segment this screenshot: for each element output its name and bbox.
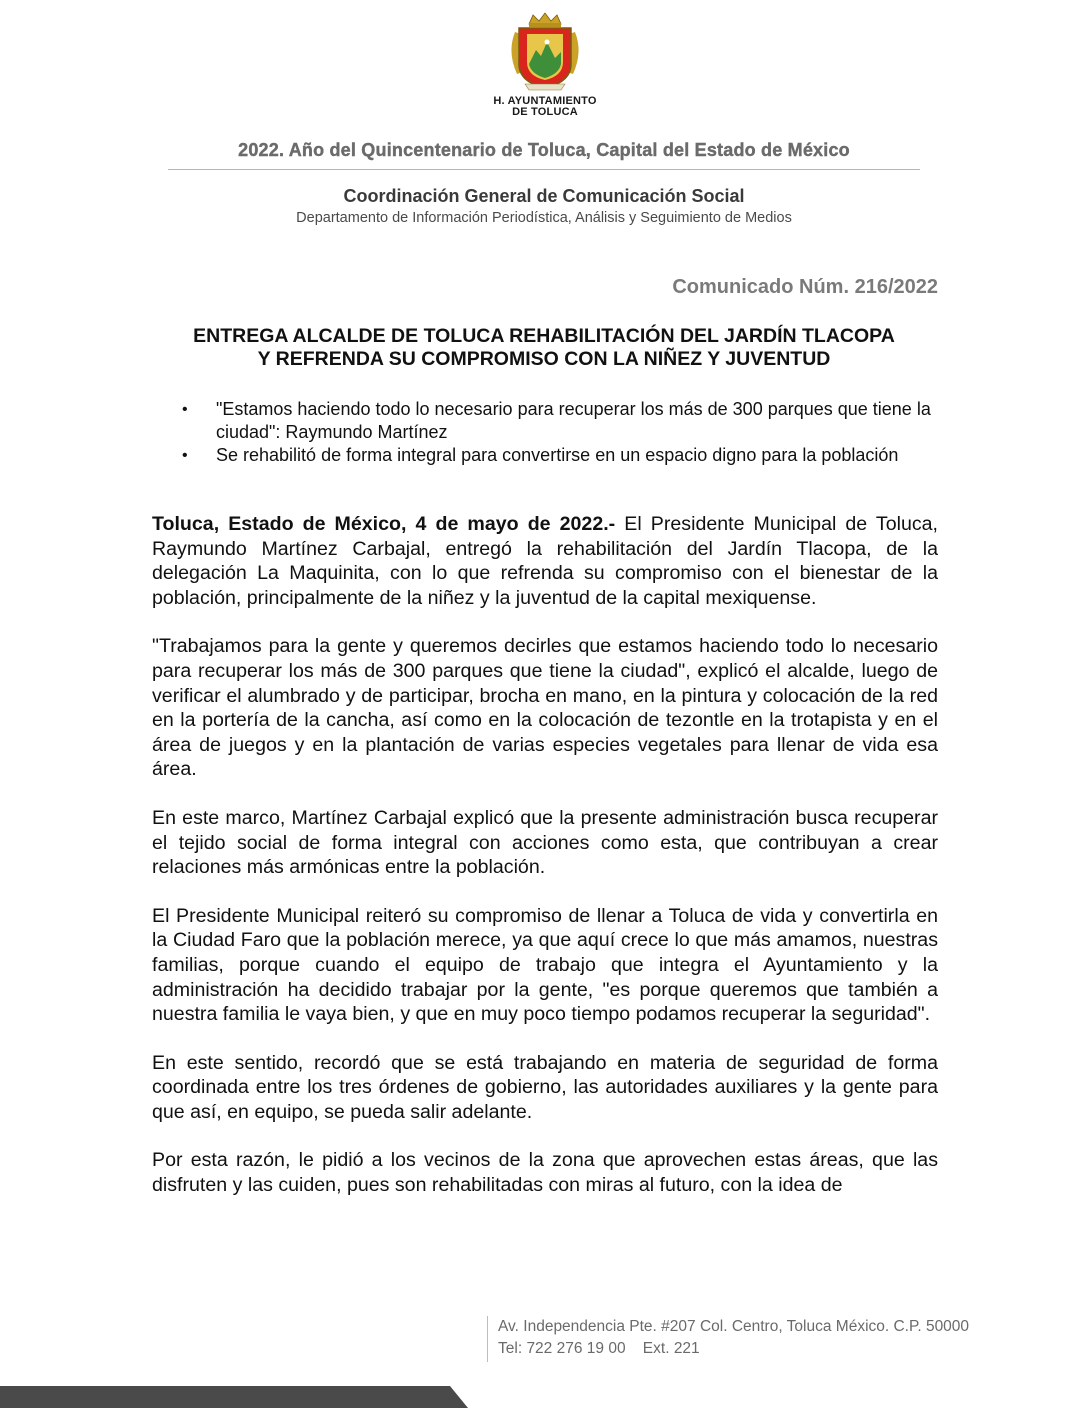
footer-band — [0, 1386, 468, 1408]
paragraph-text: El Presidente Municipal de Toluca, Raymundo Martínez Carbajal, entregó la rehabilitación del Jardín Tlacopa, de la delegación La Maquinita, con lo que refrenda su compromiso con el bienestar de la población, principalmente de la niñez y la juventud de la capital mexiquense. — [152, 513, 938, 609]
body-paragraph: En este sentido, recordó que se está trabajando en materia de seguridad de forma coordinada entre los tres órdenes de gobierno, las autoridades auxiliares y la gente para que así, en equipo, se pueda salir adelante. — [152, 1051, 938, 1123]
phone-number: 722 276 19 00 — [526, 1340, 626, 1357]
body-paragraph: "Trabajamos para la gente y queremos decirles que estamos haciendo todo lo necesario para recuperar los más de 300 parques que tiene la ciudad", explicó el alcalde, luego de verificar el alumbrado y de participar, brocha en mano, en la pintura y colocación de la red en la portería de la cancha, así como en la colocación de tezontle en la trotapista y en el área de juegos y en la plantación de varias especies vegetales para llenar de vida esa área. — [152, 635, 938, 781]
bullet-icon: • — [182, 401, 188, 418]
highlight-item — [152, 444, 938, 467]
seal-caption-line2: DE TOLUCA — [512, 106, 578, 118]
coordination-subtitle: Departamento de Información Periodística, Análisis y Seguimiento de Medios — [296, 210, 792, 226]
body-paragraph: El Presidente Municipal reiteró su compromiso de llenar a Toluca de vida y convertirla en la Ciudad Faro que la población merece, ya que aquí crece lo que más amamos, nuestras familias, porque cuando el equipo de trabajo que integra el Ayuntamiento y la administración ha decidido trabajar por la gente, "es porque queremos que también a nuestra familia le vaya bien, y que en muy poco tiempo podamos recuperar la seguridad". — [152, 904, 938, 1026]
release-number: Comunicado Núm. 216/2022 — [672, 276, 938, 298]
ext-label: Ext. — [642, 1340, 670, 1357]
seal-caption-line1: H. AYUNTAMIENTO — [493, 95, 597, 107]
footer-phone — [498, 1340, 700, 1358]
seal-caption — [470, 96, 620, 118]
coordination-title: Coordinación General de Comunicación Social — [343, 186, 745, 206]
dateline: Toluca, Estado de México, 4 de mayo de 2022.- — [152, 513, 616, 535]
header-divider — [168, 169, 920, 170]
highlight-item — [152, 398, 938, 444]
body-paragraph — [152, 512, 938, 610]
ext-number: 221 — [673, 1340, 700, 1357]
highlights-list — [152, 398, 938, 467]
year-motto: 2022. Año del Quincentenario de Toluca, Capital del Estado de México — [238, 140, 850, 160]
bullet-icon: • — [182, 447, 188, 464]
highlight-text: "Estamos haciendo todo lo necesario para recuperar los más de 300 parques que tiene la ciudad": Raymundo Martínez — [216, 399, 931, 442]
body-paragraph: Por esta razón, le pidió a los vecinos de la zona que aprovechen estas áreas, que las disfruten y las cuiden, pues son rehabilitadas con miras al futuro, con la idea de — [152, 1149, 938, 1197]
headline-line2: Y REFRENDA SU COMPROMISO CON LA NIÑEZ Y JUVENTUD — [257, 348, 831, 370]
footer-divider — [487, 1316, 488, 1362]
article-body — [152, 512, 938, 1198]
body-paragraph: En este marco, Martínez Carbajal explicó que la presente administración busca recuperar el tejido social de forma integral con acciones como esta, que contribuyan a crear relaciones más armónicas entre la población. — [152, 806, 938, 879]
highlight-text: Se rehabilitó de forma integral para convertirse en un espacio digno para la población — [216, 445, 899, 465]
headline — [150, 325, 938, 371]
headline-line1: ENTREGA ALCALDE DE TOLUCA REHABILITACIÓN DEL JARDÍN TLACOPA — [193, 325, 895, 347]
footer-address: Av. Independencia Pte. #207 Col. Centro, Toluca México. C.P. 50000 — [498, 1318, 970, 1335]
toluca-coat-of-arms-icon — [503, 12, 587, 92]
phone-label: Tel: — [498, 1340, 523, 1357]
